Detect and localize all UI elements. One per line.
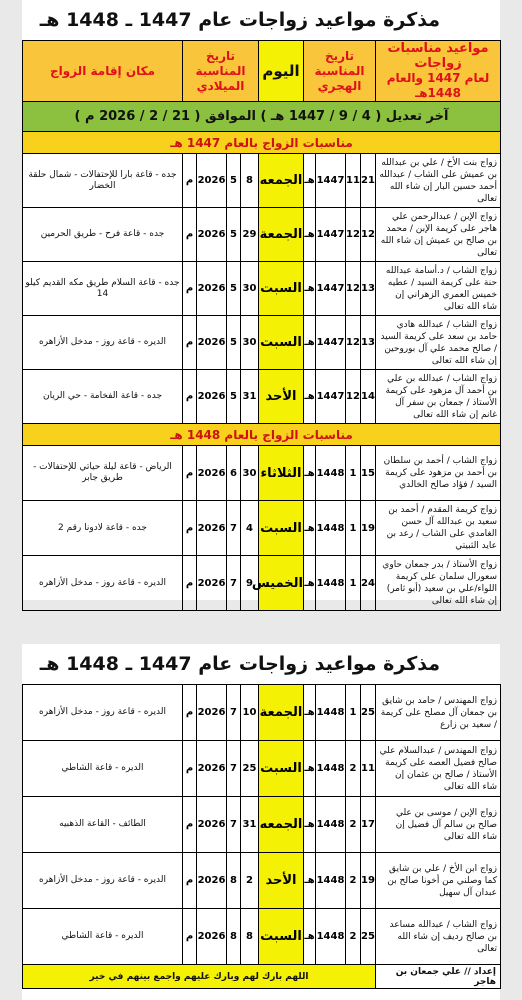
gregorian-year: 2026 — [197, 154, 227, 208]
gregorian-month: 7 — [227, 501, 241, 556]
weekday: الأحد — [259, 853, 304, 909]
gregorian-year: 2026 — [197, 208, 227, 262]
hijri-year: 1447 — [316, 316, 346, 370]
gregorian-day: 4 — [241, 501, 259, 556]
hijri-suffix: هـ — [304, 853, 316, 909]
hijri-suffix: هـ — [304, 741, 316, 797]
gregorian-month: 6 — [227, 446, 241, 501]
table-row — [23, 909, 501, 965]
table-row — [23, 741, 501, 797]
gregorian-day: 8 — [241, 909, 259, 965]
hijri-day: 24 — [361, 556, 376, 611]
gregorian-day: 8 — [241, 154, 259, 208]
table-row — [23, 797, 501, 853]
hijri-month: 1 — [346, 685, 361, 741]
table-row — [23, 262, 501, 316]
event-description: زواج الشاب / أحمد بن سلطان بن أحمد بن مزهود على كريمة السيد / فؤاد صالح الخالدي — [376, 446, 501, 501]
event-description: زواج المهندس / عبدالسلام علي صالح فضيل العصه على كريمة الأستاذ / صالح بن عثمان إن شاء الله تعالى — [376, 741, 501, 797]
header-occasion-sub: لعام 1447 والعام 1448هـ — [386, 71, 490, 100]
gregorian-suffix: م — [183, 797, 197, 853]
venue: جده - قاعة فرح - طريق الحرمين — [23, 208, 183, 262]
gregorian-year: 2026 — [197, 316, 227, 370]
gregorian-day: 10 — [241, 685, 259, 741]
venue: جده - قاعة السلام طريق مكه القديم كيلو 14 — [23, 262, 183, 316]
gregorian-month: 5 — [227, 316, 241, 370]
hijri-day: 21 — [361, 154, 376, 208]
hijri-suffix: هـ — [304, 446, 316, 501]
gregorian-suffix: م — [183, 741, 197, 797]
event-description: زواج الإبن / موسى بن علي صالح بن سالم آل فضيل إن شاء الله تعالى — [376, 797, 501, 853]
rows-1448-page-1 — [23, 446, 501, 611]
event-description: زواج بنت الأخ / علي بن عبدالله بن عميش على الشاب / عبدالله أحمد حسين البار إن شاء الله تعالى — [376, 154, 501, 208]
gregorian-month: 5 — [227, 262, 241, 316]
table-row — [23, 556, 501, 611]
hijri-suffix: هـ — [304, 797, 316, 853]
gregorian-day: 2 — [241, 853, 259, 909]
hijri-year: 1448 — [316, 741, 346, 797]
rows-1448-page-2 — [23, 685, 501, 965]
gregorian-suffix: م — [183, 556, 197, 611]
gregorian-suffix: م — [183, 685, 197, 741]
header-gregorian: تاريخ المناسبة الميلادي — [183, 41, 259, 102]
gregorian-suffix: م — [183, 316, 197, 370]
table-row — [23, 316, 501, 370]
schedule-table-1 — [22, 40, 501, 611]
hijri-day: 17 — [361, 797, 376, 853]
header-day: اليوم — [259, 41, 304, 102]
section-1447-title: مناسبات الزواج بالعام 1447 هـ — [23, 132, 501, 154]
hijri-suffix: هـ — [304, 316, 316, 370]
event-description: زواج الإبن / عبدالرحمن علي هاجر على كريمة الإبن / محمد بن صالح بن عميش إن شاء الله تعالى — [376, 208, 501, 262]
hijri-month: 12 — [346, 370, 361, 424]
venue: الديره - قاعة الشاطي — [23, 741, 183, 797]
event-description: زواج الشاب / عبدالله هادي حامد بن سعد على كريمة السيد / صالح محمد علي آل بوروحين إن شاء الله تعالى — [376, 316, 501, 370]
weekday: الخميس — [259, 556, 304, 611]
hijri-year: 1448 — [316, 446, 346, 501]
gregorian-day: 25 — [241, 741, 259, 797]
table-header — [23, 41, 501, 102]
event-description: زواج المهندس / حامد بن شايق بن جمعان آل مصلح على كريمة / سعيد بن زارع — [376, 685, 501, 741]
hijri-year: 1447 — [316, 370, 346, 424]
hijri-month: 12 — [346, 208, 361, 262]
gregorian-suffix: م — [183, 909, 197, 965]
hijri-suffix: هـ — [304, 208, 316, 262]
venue: جده - قاعة لادونا رقم 2 — [23, 501, 183, 556]
hijri-year: 1447 — [316, 208, 346, 262]
hijri-day: 19 — [361, 853, 376, 909]
hijri-suffix: هـ — [304, 154, 316, 208]
hijri-month: 1 — [346, 556, 361, 611]
hijri-day: 14 — [361, 370, 376, 424]
gregorian-year: 2026 — [197, 685, 227, 741]
hijri-day: 13 — [361, 262, 376, 316]
weekday: الجمعه — [259, 797, 304, 853]
table-row — [23, 853, 501, 909]
document-title-page-2: مذكرة مواعيد زواجات عام 1447 ـ 1448 هـ — [39, 653, 440, 675]
gregorian-suffix: م — [183, 501, 197, 556]
venue: جده - قاعة الفخامة - حي الريان — [23, 370, 183, 424]
hijri-month: 11 — [346, 154, 361, 208]
venue: الرياض - قاعة ليلة حياتي للإحتفالات - طريق جابر — [23, 446, 183, 501]
gregorian-month: 8 — [227, 853, 241, 909]
footer-prayer: اللهم بارك لهم وبارك عليهم واجمع بينهم في خير — [23, 965, 376, 989]
hijri-month: 12 — [346, 316, 361, 370]
gregorian-month: 5 — [227, 370, 241, 424]
gregorian-day: 30 — [241, 262, 259, 316]
hijri-year: 1448 — [316, 501, 346, 556]
hijri-year: 1447 — [316, 154, 346, 208]
hijri-year: 1448 — [316, 556, 346, 611]
venue: الديره - قاعة روز - مدخل الأزاهره — [23, 556, 183, 611]
hijri-month: 1 — [346, 446, 361, 501]
gregorian-month: 7 — [227, 685, 241, 741]
gregorian-suffix: م — [183, 154, 197, 208]
hijri-suffix: هـ — [304, 909, 316, 965]
weekday: السبت — [259, 316, 304, 370]
footer-row — [23, 965, 501, 989]
schedule-table-2 — [22, 684, 501, 989]
event-description: زواج الشاب / عبدالله مساعد بن صالح رديف إن شاء الله تعالى — [376, 909, 501, 965]
gregorian-month: 7 — [227, 556, 241, 611]
hijri-suffix: هـ — [304, 501, 316, 556]
weekday: الجمعة — [259, 208, 304, 262]
gregorian-suffix: م — [183, 370, 197, 424]
venue: الديره - قاعة الشاطي — [23, 909, 183, 965]
gregorian-day: 31 — [241, 370, 259, 424]
footer-credit: إعداد // علي جمعان بن هاجر — [376, 965, 501, 989]
memo-page-2 — [22, 644, 500, 1000]
gregorian-year: 2026 — [197, 741, 227, 797]
header-occasion-main: مواعيد مناسبات زواجات — [387, 41, 489, 71]
gregorian-day: 31 — [241, 797, 259, 853]
weekday: الثلاثاء — [259, 446, 304, 501]
hijri-day: 25 — [361, 909, 376, 965]
hijri-month: 1 — [346, 501, 361, 556]
gregorian-day: 9 — [241, 556, 259, 611]
hijri-year: 1448 — [316, 853, 346, 909]
gregorian-year: 2026 — [197, 446, 227, 501]
weekday: السبت — [259, 262, 304, 316]
hijri-month: 2 — [346, 797, 361, 853]
venue: جده - قاعة بارا للإحتفالات - شمال حلقة الخضار — [23, 154, 183, 208]
gregorian-year: 2026 — [197, 853, 227, 909]
weekday: الجمعة — [259, 685, 304, 741]
gregorian-year: 2026 — [197, 909, 227, 965]
header-occasion — [376, 41, 501, 102]
section-1448-title: مناسبات الزواج بالعام 1448 هـ — [23, 424, 501, 446]
gregorian-year: 2026 — [197, 797, 227, 853]
event-description: زواج كريمة المقدم / أحمد بن سعيد بن عبدالله آل حسن الغامدي على الشاب / رعد بن عايد الثبيتي — [376, 501, 501, 556]
hijri-month: 12 — [346, 262, 361, 316]
venue: الطائف - القاعة الذهبيه — [23, 797, 183, 853]
header-location: مكان إقامة الزواج — [23, 41, 183, 102]
table-row — [23, 501, 501, 556]
gregorian-suffix: م — [183, 446, 197, 501]
weekday: الجمعه — [259, 154, 304, 208]
gregorian-month: 5 — [227, 208, 241, 262]
table-row — [23, 208, 501, 262]
gregorian-day: 29 — [241, 208, 259, 262]
weekday: السبت — [259, 741, 304, 797]
gregorian-month: 7 — [227, 797, 241, 853]
hijri-month: 2 — [346, 853, 361, 909]
venue: الديره - قاعة روز - مدخل الأزاهره — [23, 853, 183, 909]
table-row — [23, 446, 501, 501]
rows-1447 — [23, 154, 501, 424]
gregorian-day: 30 — [241, 446, 259, 501]
gregorian-month: 5 — [227, 154, 241, 208]
hijri-year: 1448 — [316, 685, 346, 741]
section-row-1447 — [23, 132, 501, 154]
gregorian-year: 2026 — [197, 370, 227, 424]
hijri-day: 15 — [361, 446, 376, 501]
gregorian-year: 2026 — [197, 501, 227, 556]
document-title: مذكرة مواعيد زواجات عام 1447 ـ 1448 هـ — [39, 9, 440, 31]
event-description: زواج الشاب / د.أسامة عبدالله حنة على كريمة السيد / عطيه خميس العمري الزهراني إن شاء الله تعالى — [376, 262, 501, 316]
hijri-suffix: هـ — [304, 370, 316, 424]
gregorian-year: 2026 — [197, 556, 227, 611]
hijri-day: 25 — [361, 685, 376, 741]
event-description: زواج ابن الأخ / علي بن شايق كما وصلني من أخونا صالح بن عبدان آل سهيل — [376, 853, 501, 909]
memo-page-1 — [22, 0, 500, 606]
hijri-suffix: هـ — [304, 262, 316, 316]
gregorian-month: 8 — [227, 909, 241, 965]
hijri-month: 2 — [346, 741, 361, 797]
hijri-suffix: هـ — [304, 685, 316, 741]
gregorian-suffix: م — [183, 262, 197, 316]
gregorian-suffix: م — [183, 208, 197, 262]
gregorian-suffix: م — [183, 853, 197, 909]
gregorian-day: 30 — [241, 316, 259, 370]
hijri-day: 19 — [361, 501, 376, 556]
hijri-year: 1448 — [316, 797, 346, 853]
event-description: زواج الأستاذ / بدر جمعان حاوي سعورال سلمان على كريمة اللواء/علي بن سعيد (أبو ثامر) إن شاء الله تعالى — [376, 556, 501, 611]
table-row — [23, 154, 501, 208]
weekday: السبت — [259, 501, 304, 556]
hijri-day: 11 — [361, 741, 376, 797]
hijri-month: 2 — [346, 909, 361, 965]
gregorian-year: 2026 — [197, 262, 227, 316]
venue: الديره - قاعة روز - مدخل الأزاهره — [23, 316, 183, 370]
table-row — [23, 370, 501, 424]
hijri-year: 1447 — [316, 262, 346, 316]
event-description: زواج الشاب / عبدالله بن علي بن أحمد آل مزهود على كريمة الأستاذ / جمعان بن سفر آل غانم إن شاء الله تعالى — [376, 370, 501, 424]
last-update-row — [23, 102, 501, 132]
hijri-year: 1448 — [316, 909, 346, 965]
hijri-day: 13 — [361, 316, 376, 370]
section-row-1448 — [23, 424, 501, 446]
venue: الديره - قاعة روز - مدخل الأزاهره — [23, 685, 183, 741]
table-row — [23, 685, 501, 741]
gregorian-month: 7 — [227, 741, 241, 797]
header-hijri: تاريخ المناسبة الهجري — [304, 41, 376, 102]
hijri-day: 12 — [361, 208, 376, 262]
weekday: الأحد — [259, 370, 304, 424]
last-update: آخر تعديل ( 4 / 9 / 1447 هـ ) الموافق ( 21 / 2 / 2026 م ) — [23, 102, 501, 132]
weekday: السبت — [259, 909, 304, 965]
hijri-suffix: هـ — [304, 556, 316, 611]
